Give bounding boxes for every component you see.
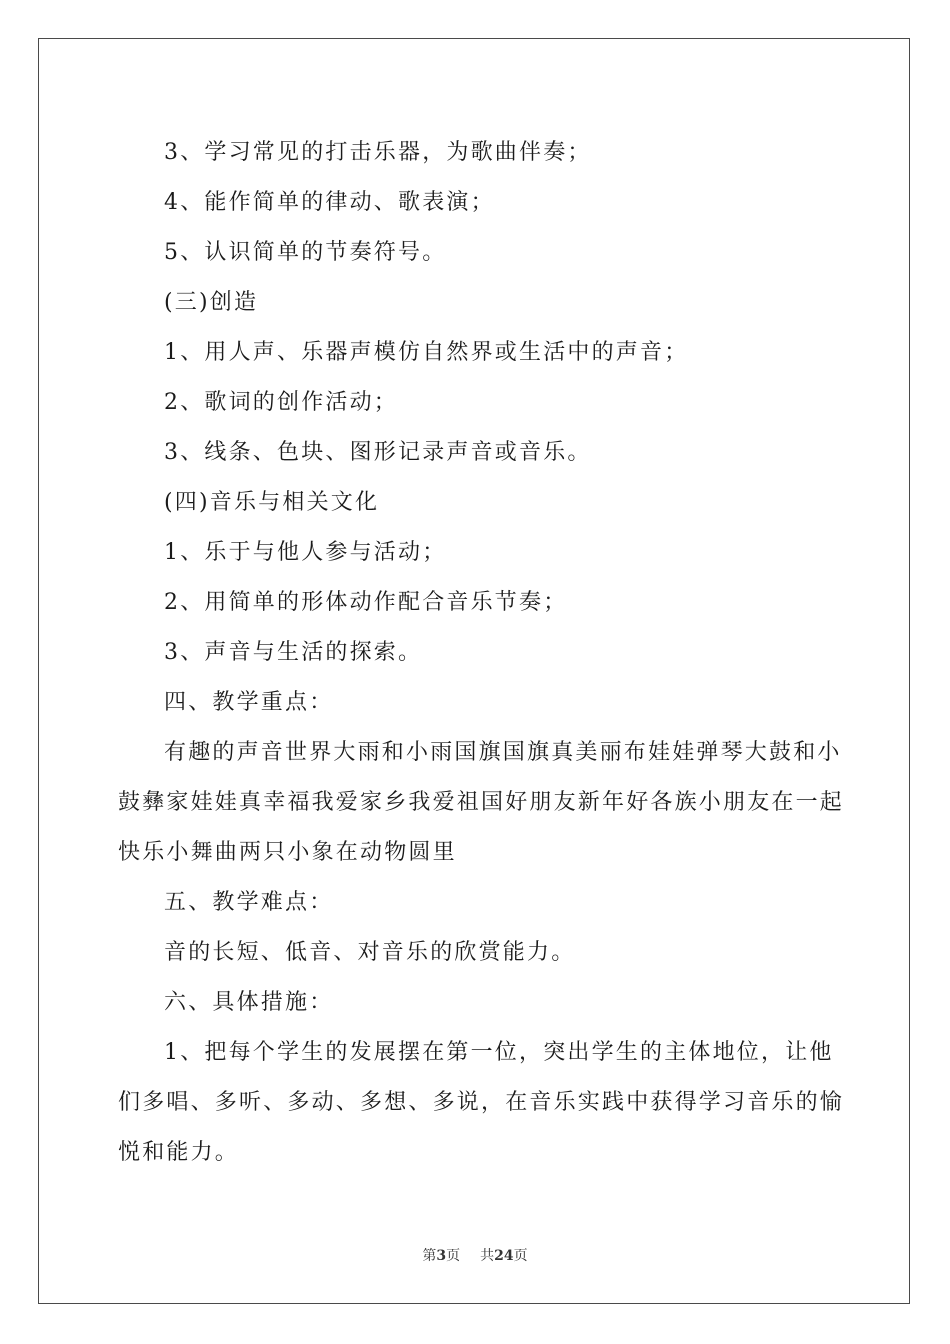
- text-line: 1、用人声、乐器声模仿自然界或生活中的声音；: [164, 340, 689, 365]
- section-heading: 五、教学难点：: [164, 890, 334, 915]
- paragraph-line: 快乐小舞曲两只小象在动物圆里: [118, 840, 457, 865]
- total-pages: 24: [494, 1248, 514, 1264]
- paragraph-line: 1、把每个学生的发展摆在第一位，突出学生的主体地位，让他: [164, 1040, 834, 1065]
- page-number: 3: [436, 1248, 447, 1264]
- section-heading: 六、具体措施：: [164, 990, 334, 1015]
- page-suffix: 页: [446, 1248, 461, 1264]
- paragraph-line: 鼓彝家娃娃真幸福我爱家乡我爱祖国好朋友新年好各族小朋友在一起: [118, 790, 845, 815]
- paragraph-line: 们多唱、多听、多动、多想、多说，在音乐实践中获得学习音乐的愉: [118, 1090, 845, 1115]
- section-heading: (四)音乐与相关文化: [164, 490, 380, 515]
- text-line: 3、线条、色块、图形记录声音或音乐。: [164, 440, 592, 465]
- total-suffix: 页: [513, 1248, 528, 1264]
- section-heading: (三)创造: [164, 290, 259, 315]
- text-line: 3、声音与生活的探索。: [164, 640, 423, 665]
- text-line: 3、学习常见的打击乐器，为歌曲伴奏；: [164, 140, 592, 165]
- document-body: [118, 128, 845, 1178]
- section-heading: 四、教学重点：: [164, 690, 334, 715]
- text-line: 2、歌词的创作活动；: [164, 390, 398, 415]
- text-line: 音的长短、低音、对音乐的欣赏能力。: [164, 940, 576, 965]
- text-line: 4、能作简单的律动、歌表演；: [164, 190, 495, 215]
- page-footer: [0, 1246, 950, 1266]
- paragraph-line: 有趣的声音世界大雨和小雨国旗国旗真美丽布娃娃弹琴大鼓和小: [164, 740, 842, 765]
- text-line: 5、认识简单的节奏符号。: [164, 240, 447, 265]
- page-prefix: 第: [422, 1248, 437, 1264]
- text-line: 2、用简单的形体动作配合音乐节奏；: [164, 590, 568, 615]
- total-prefix: 共: [480, 1248, 495, 1264]
- text-line: 1、乐于与他人参与活动；: [164, 540, 447, 565]
- paragraph-line: 悦和能力。: [118, 1140, 240, 1165]
